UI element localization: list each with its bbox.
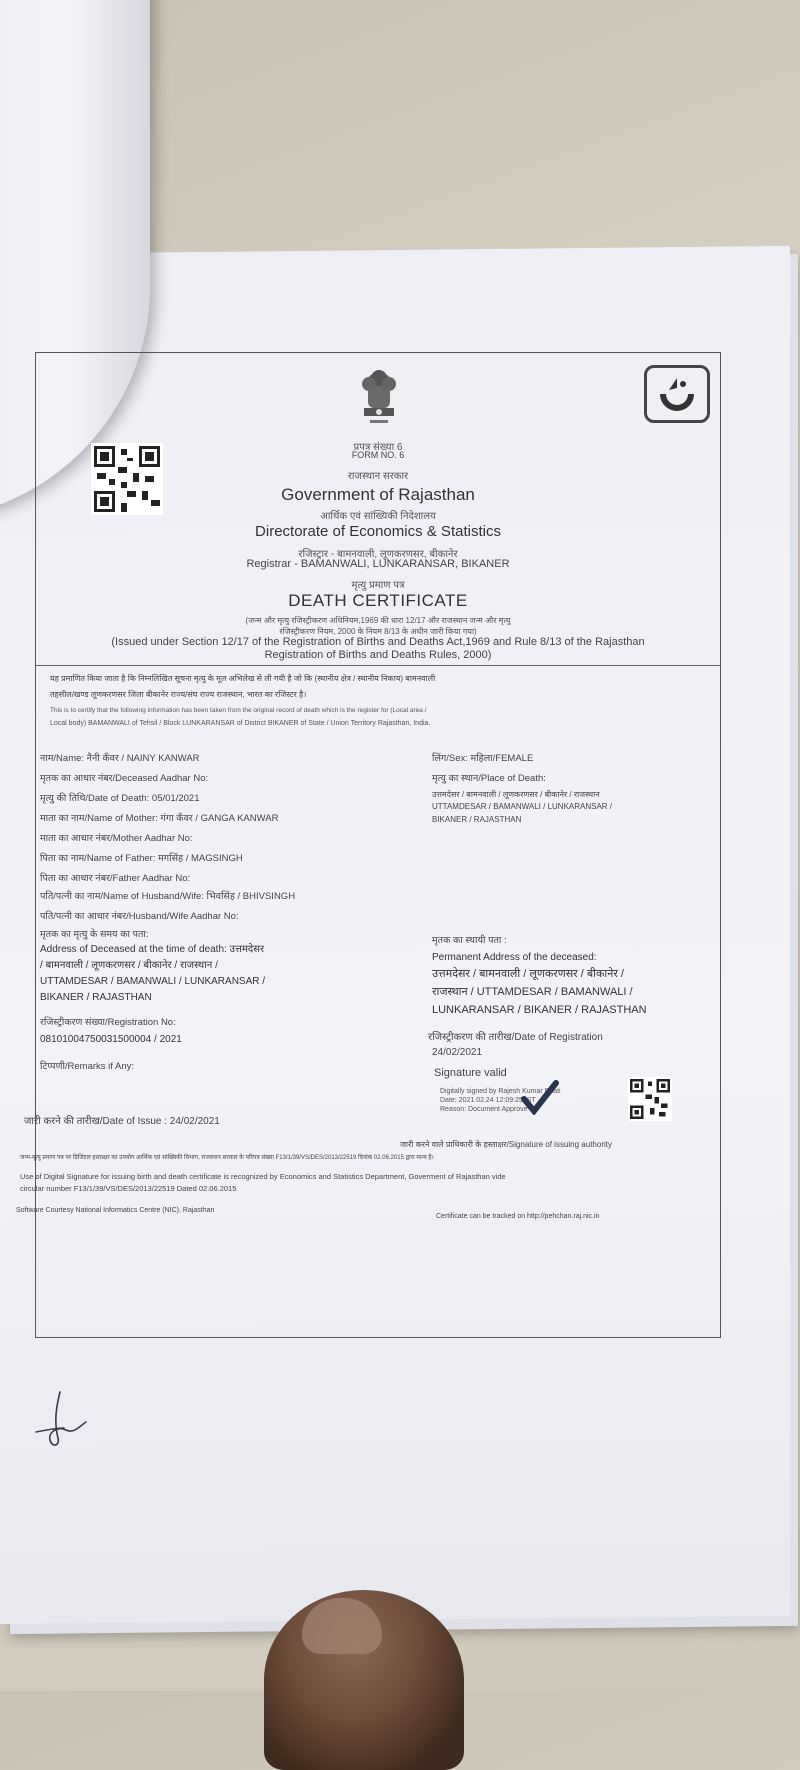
intro-en-2: Local body) BAMANWALI of Tehsil / Block LUNKARANSAR of District BIKANER of State / Union Territory Rajasthan, India. <box>50 720 431 727</box>
registration-date-label: रजिस्ट्रीकरण की तारीख/Date of Registration <box>428 1032 603 1043</box>
directorate-title: Directorate of Economics & Statistics <box>255 523 501 540</box>
address-line-3: UTTAMDESAR / BAMANWALI / LUNKARANSAR / <box>40 976 266 987</box>
form-number: FORM NO. 6 <box>351 450 405 460</box>
intro-hindi-2: तहसील/खण्ड लूणकरणसर जिला बीकानेर राज्य/संघ राज्य राजस्थान, भारत का रजिस्टर है। <box>50 690 307 699</box>
death-certificate <box>16 352 721 1338</box>
intro-en-1: This is to certify that the following information has been taken from the original record of death which is the register for (Local area / <box>50 707 427 714</box>
department-logo-icon <box>644 365 710 423</box>
place-of-death-2: UTTAMDESAR / BAMANWALI / LUNKARANSAR / <box>432 802 613 811</box>
national-emblem-icon <box>354 368 404 436</box>
address-label-hindi: मृतक का मृत्यु के समय का पता: <box>40 929 149 940</box>
husband-name: पति/पत्नी का नाम/Name of Husband/Wife: भिवसिंह / BHIVSINGH <box>40 891 296 902</box>
registration-number-label: रजिस्ट्रीकरण संख्या/Registration No: <box>40 1017 176 1028</box>
permanent-address-label-hindi: मृतक का स्थायी पता : <box>432 935 507 946</box>
tracking-url: Certificate can be tracked on http://pehchan.raj.nic.in <box>436 1213 600 1220</box>
signature-tick-icon <box>520 1079 560 1115</box>
intro-hindi-1: यह प्रमाणित किया जाता है कि निम्नलिखित सूचना मृत्यु के मूल अभिलेख से ली गयी है जो कि (स्थानीय क्षेत्र / स्थानीय निकाय) बामनवाली <box>50 674 436 683</box>
footer-note-en-1: Use of Digital Signature for issuing birth and death certificate is recognized by Economics and Statistics Department, Goverment of Rajasthan vide <box>20 1172 506 1181</box>
issuing-authority-signature: जारी करने वाले प्राधिकारी के हस्ताक्षर/Signature of issuing authority <box>400 1140 612 1149</box>
certificate-title-hindi: मृत्यु प्रमाण पत्र <box>351 580 405 591</box>
address-line-2: / बामनवाली / लूणकरणसर / बीकानेर / राजस्थान / <box>40 960 218 971</box>
husband-aadhar: पति/पत्नी का आधार नंबर/Husband/Wife Aadhar No: <box>40 911 239 922</box>
permanent-address-2: राजस्थान / UTTAMDESAR / BAMANWALI / <box>432 986 633 998</box>
deceased-sex: लिंग/Sex: महिला/FEMALE <box>432 753 534 764</box>
directorate-hindi: आर्थिक एवं सांख्यिकी निदेशालय <box>320 511 436 522</box>
registrar-hindi: रजिस्ट्रार - बामनवाली, लूणकरणसर, बीकानेर <box>298 549 458 560</box>
place-of-death-1: उत्तमदेसर / बामनवाली / लूणकरणसर / बीकानेर / राजस्थान <box>432 790 600 799</box>
nic-courtesy: Software Courtesy National Informatics Centre (NIC), Rajasthan <box>16 1207 215 1214</box>
divider <box>36 665 720 666</box>
permanent-address-3: LUNKARANSAR / BIKANER / RAJASTHAN <box>432 1004 647 1016</box>
mother-name: माता का नाम/Name of Mother: गंगा कँवर / GANGA KANWAR <box>40 813 279 824</box>
issued-under-hindi-1: (जन्म और मृत्यु रजिस्ट्रीकरण अधिनियम,1969 की धारा 12/17 और राजस्थान जन्म और मृत्यु <box>245 616 511 625</box>
deceased-name: नाम/Name: नैनी कँवर / NAINY KANWAR <box>40 753 200 764</box>
permanent-address-label: Permanent Address of the deceased: <box>432 952 597 963</box>
footer-note-hindi: जन्म-मृत्यु प्रमाण पत्र पर डिजिटल हस्ताक्षर का उपयोग आर्थिक एवं सांख्यिकी विभाग, राजस्थान सरकार के परिपत्र संख्या F13/1/39/VS/DES/2013/22519 दिनांक 02.06.2015 द्वारा मान्य है। <box>20 1155 434 1161</box>
father-aadhar: पिता का आधार नंबर/Father Aadhar No: <box>40 873 191 884</box>
date-of-issue: जारी करने की तारीख/Date of Issue : 24/02/2021 <box>24 1116 220 1127</box>
registrar-title: Registrar - BAMANWALI, LUNKARANSAR, BIKANER <box>246 558 510 570</box>
deceased-aadhar: मृतक का आधार नंबर/Deceased Aadhar No: <box>40 773 209 784</box>
issued-under-en-2: Registration of Births and Deaths Rules, 2000) <box>264 649 492 661</box>
signed-date: Date: 2021.02.24 12:09:25 IST <box>440 1097 536 1104</box>
permanent-address-1: उत्तमदेसर / बामनवाली / लूणकरणसर / बीकानेर / <box>432 968 624 980</box>
address-line-1: Address of Deceased at the time of death: उत्तमदेसर <box>40 944 265 955</box>
form-number-hindi: प्रपत्र संख्या 6 <box>353 442 403 453</box>
handwritten-signature-icon <box>30 1388 92 1454</box>
father-name: पिता का नाम/Name of Father: मगसिंह / MAGSINGH <box>40 853 243 864</box>
certificate-title: DEATH CERTIFICATE <box>288 591 468 610</box>
remarks: टिप्पणी/Remarks if Any: <box>40 1061 135 1072</box>
place-of-death-label: मृत्यु का स्थान/Place of Death: <box>432 773 546 784</box>
mother-aadhar: माता का आधार नंबर/Mother Aadhar No: <box>40 833 193 844</box>
issued-under-en-1: (Issued under Section 12/17 of the Registration of Births and Deaths Act,1969 and Rule 8/13 of the Rajasthan <box>111 636 645 648</box>
signature-valid: Signature valid <box>434 1067 507 1079</box>
registration-number: 08101004750031500004 / 2021 <box>40 1034 182 1045</box>
government-title: Government of Rajasthan <box>281 485 475 504</box>
government-hindi: राजस्थान सरकार <box>347 471 409 482</box>
registration-date: 24/02/2021 <box>432 1047 483 1058</box>
signature-qr-code-icon <box>628 1077 672 1121</box>
signed-by: Digitally signed by Rajesh Kumar Bhati <box>440 1088 561 1095</box>
issued-under-hindi-2: रजिस्ट्रीकरण नियम, 2000 के नियम 8/13 के अधीन जारी किया गया) <box>279 627 477 636</box>
place-of-death-3: BIKANER / RAJASTHAN <box>432 815 522 824</box>
signed-reason: Reason: Document Approve <box>440 1106 528 1113</box>
address-line-4: BIKANER / RAJASTHAN <box>40 992 152 1003</box>
footer-note-en-2: circular number F13/1/39/VS/DES/2013/22519 Dated 02.06.2015 <box>20 1184 237 1193</box>
date-of-death: मृत्यु की तिथि/Date of Death: 05/01/2021 <box>40 793 200 804</box>
